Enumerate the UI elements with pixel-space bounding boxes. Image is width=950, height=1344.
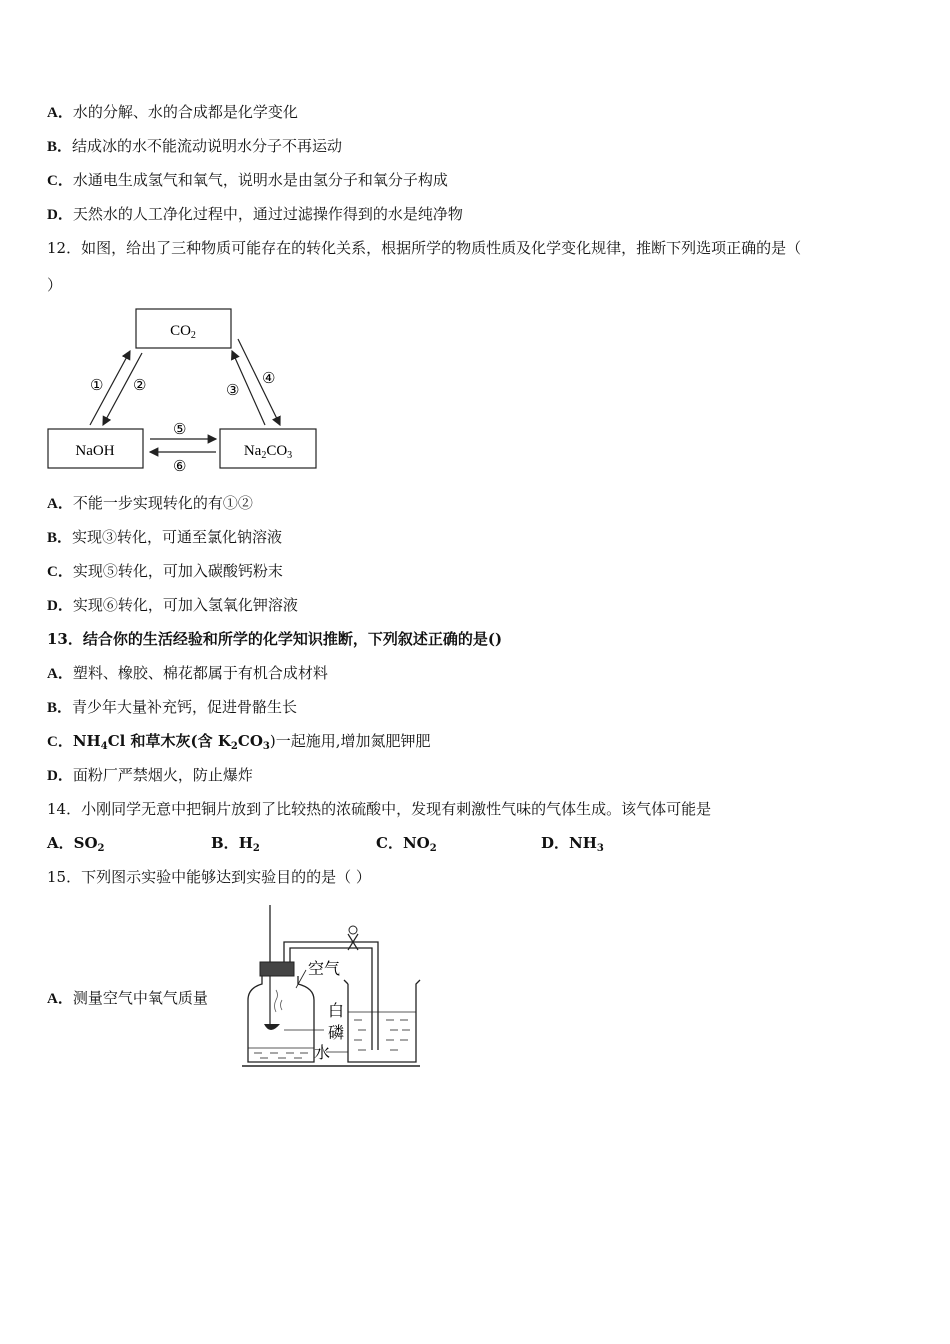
q12-option-d <box>47 595 298 616</box>
q11-option-a <box>47 102 298 123</box>
box-na2co3-label: $Na_2CO_3$ <box>243 443 293 461</box>
option-text: 水的分解、水的合成都是化学变化 <box>72 103 298 121</box>
formula-part: CO <box>237 732 263 750</box>
label-6: ⑥ <box>173 459 187 475</box>
option-letter: C． <box>47 173 73 189</box>
q13-option-a <box>47 663 328 684</box>
q12-option-a <box>47 493 253 514</box>
box-co2-label: $CO_2$ <box>170 323 196 341</box>
formula-sub: 4 <box>100 741 108 752</box>
label-4: ④ <box>262 371 276 387</box>
option-letter: B． <box>47 530 73 546</box>
q15-option-a <box>47 988 208 1009</box>
option-letter: C． <box>47 734 73 750</box>
formula-part: Cl 和草木灰(含 K <box>107 732 231 750</box>
option-letter: D． <box>47 598 73 614</box>
q14-options <box>47 833 747 853</box>
q11-option-c <box>47 170 448 191</box>
q14-option-c: C．$NO_2$ <box>376 834 437 854</box>
stopper <box>260 962 294 976</box>
q12-option-b <box>47 527 282 548</box>
option-letter: A． <box>47 666 73 682</box>
q11-option-d <box>47 204 463 225</box>
q11-option-b <box>47 136 342 157</box>
q14-option-a: A．$SO_2$ <box>47 834 105 854</box>
option-text: 测量空气中氧气质量 <box>72 989 208 1007</box>
q12-transformation-diagram <box>40 305 330 475</box>
option-letter: D． <box>47 207 73 223</box>
q13-option-d <box>47 765 253 786</box>
q12-option-c <box>47 561 283 582</box>
option-letter: C． <box>47 564 73 580</box>
formula-sub: 2 <box>230 741 238 752</box>
option-letter: B． <box>47 139 73 155</box>
q14-stem: 14．小刚同学无意中把铜片放到了比较热的浓硫酸中，发现有刺激性气味的气体生成。该气体可能是 <box>47 800 712 818</box>
q14-option-b: B．$H_2$ <box>211 834 260 854</box>
option-text: 青少年大量补充钙，促进骨骼生长 <box>72 698 298 716</box>
option-letter: A． <box>47 496 73 512</box>
gas-jar <box>248 976 314 1062</box>
combustion-spoon <box>264 1024 280 1030</box>
formula-sub: 3 <box>262 741 270 752</box>
option-letter: A． <box>47 991 73 1007</box>
option-text: 面粉厂严禁烟火，防止爆炸 <box>72 766 253 784</box>
label-2: ② <box>133 378 147 394</box>
q14-option-d: D．$NH_3$ <box>541 834 604 854</box>
option-text: 结成冰的水不能流动说明水分子不再运动 <box>72 137 343 155</box>
label-water: 水 <box>314 1045 331 1062</box>
option-letter: A． <box>47 105 73 121</box>
option-text: 实现⑤转化，可加入碳酸钙粉末 <box>72 562 283 580</box>
option-text: 实现⑥转化，可加入氢氧化钾溶液 <box>72 596 298 614</box>
formula-part: NH <box>72 732 101 750</box>
option-text: 天然水的人工净化过程中，通过过滤操作得到的水是纯净物 <box>72 205 463 223</box>
q13-option-b <box>47 697 297 718</box>
option-text: 不能一步实现转化的有①② <box>72 494 253 512</box>
label-5: ⑤ <box>173 422 187 438</box>
option-text: 水通电生成氢气和氧气，说明水是由氢分子和氧分子构成 <box>72 171 448 189</box>
q15-stem: 15．下列图示实验中能够达到实验目的的是（ ） <box>47 868 371 886</box>
q13-option-c <box>47 731 431 757</box>
option-text: 塑料、橡胶、棉花都属于有机合成材料 <box>72 664 328 682</box>
q15-apparatus-figure <box>240 900 430 1070</box>
option-text: 实现③转化，可通至氯化钠溶液 <box>72 528 283 546</box>
q12-stem-cont: ） <box>47 276 63 294</box>
label-white: 白 <box>328 1003 345 1020</box>
option-letter: B． <box>47 700 73 716</box>
option-text: )一起施用,增加氮肥钾肥 <box>269 732 431 750</box>
box-naoh-label: NaOH <box>75 443 115 459</box>
option-letter: D． <box>47 768 73 784</box>
label-1: ① <box>90 378 104 394</box>
q12-stem: 12．如图，给出了三种物质可能存在的转化关系，根据所学的物质性质及化学变化规律，推断下列选项正确的是（ <box>47 239 802 257</box>
q13-stem: 13．结合你的生活经验和所学的化学知识推断，下列叙述正确的是() <box>47 630 503 648</box>
label-phosphorus: 磷 <box>328 1025 345 1042</box>
label-air: 空气 <box>308 961 341 978</box>
label-3: ③ <box>226 383 240 399</box>
